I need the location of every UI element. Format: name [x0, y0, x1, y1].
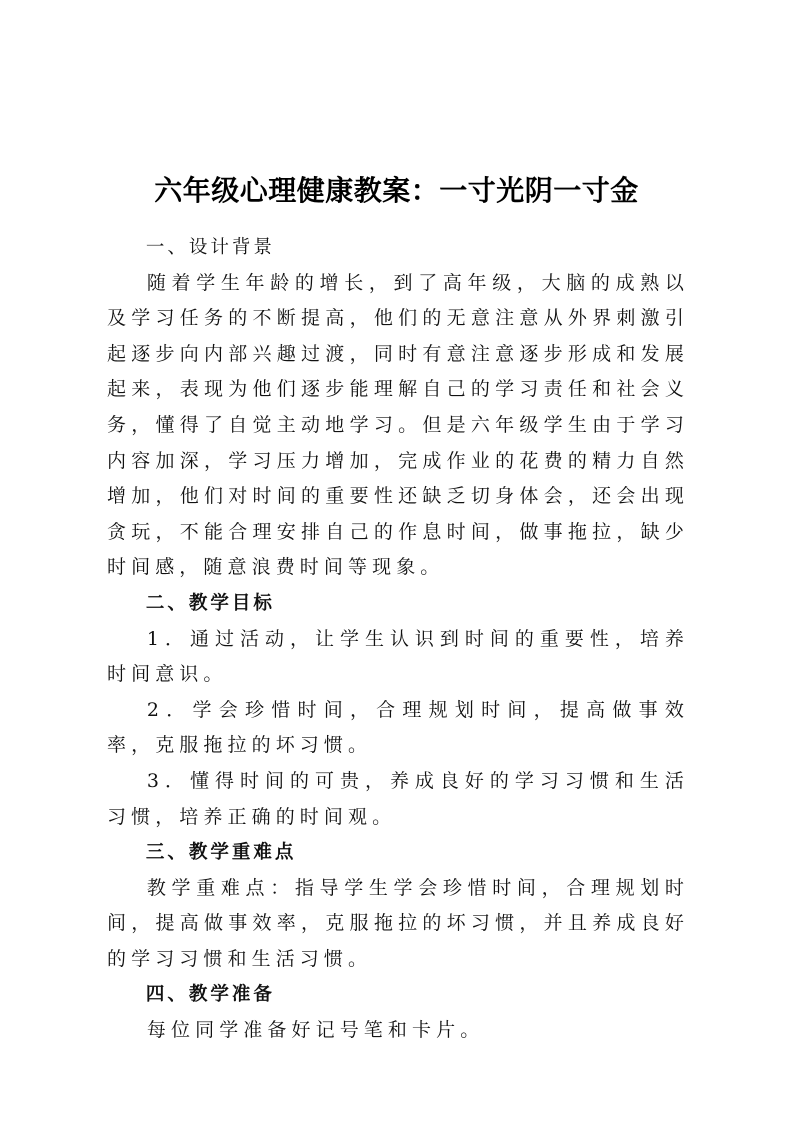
objective-item-2: 2．学会珍惜时间，合理规划时间，提高做事效率，克服拖拉的坏习惯。: [107, 698, 689, 757]
document-title: 六年级心理健康教案：一寸光阴一寸金: [154, 173, 639, 207]
paragraph-key-points: 教学重难点：指导学生学会珍惜时间，合理规划时间，提高做事效率，克服拖拉的坏习惯，并且养成良好的学习习惯和生活习惯。: [107, 876, 689, 970]
section-heading-objectives: 二、教学目标: [145, 592, 275, 614]
section-heading-preparation: 四、教学准备: [145, 984, 275, 1006]
document-body: [107, 230, 689, 1049]
objective-item-3: 3．懂得时间的可贵，养成良好的学习习惯和生活习惯，培养正确的时间观。: [107, 769, 689, 828]
section-heading-key-points: 三、教学重难点: [145, 842, 297, 864]
section-heading-background: 一、设计背景: [145, 237, 275, 258]
paragraph-preparation: 每位同学准备好记号笔和卡片。: [146, 1019, 485, 1042]
objective-item-1: 1．通过活动，让学生认识到时间的重要性，培养时间意识。: [107, 627, 689, 686]
paragraph-background: 随着学生年龄的增长，到了高年级，大脑的成熟以及学习任务的不断提高，他们的无意注意从外界刺激引起逐步向内部兴趣过渡，同时有意注意逐步形成和发展起来，表现为他们逐步能理解自己的学习责任和社会义务，懂得了自觉主动地学习。但是六年级学生由于学习内容加深，学习压力增加，完成作业的花费的精力自然增加，他们对时间的重要性还缺乏切身体会，还会出现贪玩，不能合理安排自己的作息时间，做事拖拉，缺少时间感，随意浪费时间等现象。: [107, 271, 689, 579]
